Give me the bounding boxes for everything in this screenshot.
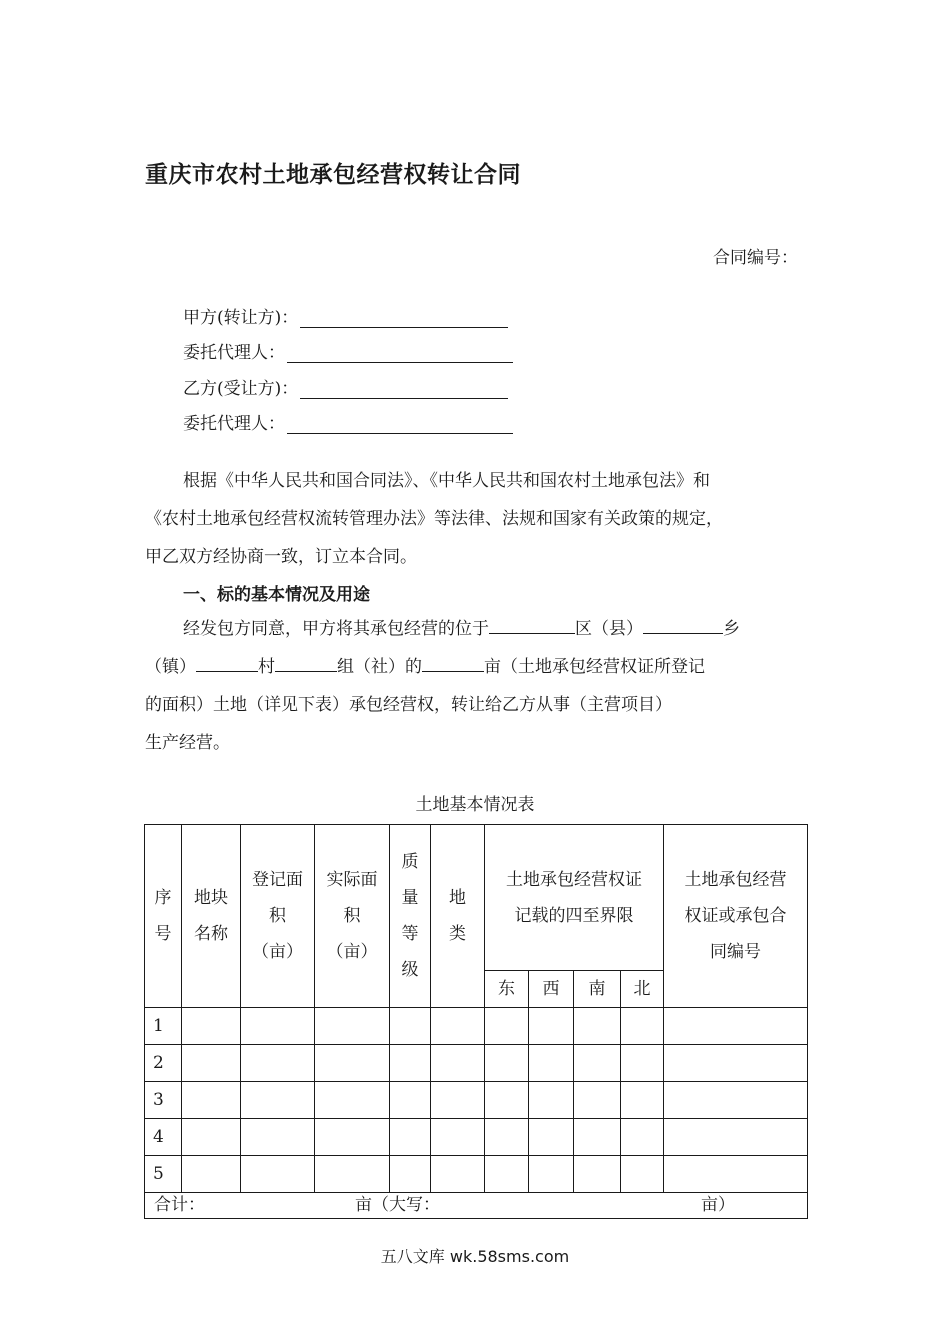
district-blank[interactable]	[489, 613, 575, 634]
section-1-line-3: 的面积）土地（详见下表）承包经营权，转让给乙方从事（主营项目）	[145, 695, 672, 715]
document-title: 重庆市农村土地承包经营权转让合同	[145, 162, 521, 188]
total-row	[145, 1193, 808, 1219]
total-label: 合计：	[154, 1195, 205, 1215]
intro-line-1: 根据《中华人民共和国合同法》、《中华人民共和国农村土地承包法》和	[183, 471, 710, 491]
party-b-agent-row	[183, 408, 513, 434]
header-land-type: 地 类	[431, 825, 485, 1008]
land-info-table	[144, 824, 808, 1219]
total-mid: 亩（大写：	[355, 1195, 440, 1215]
table-row	[145, 1008, 808, 1045]
party-b-row	[183, 373, 508, 399]
party-a-blank[interactable]	[300, 305, 508, 328]
section-1-heading: 一、标的基本情况及用途	[183, 585, 370, 605]
total-cell[interactable]	[145, 1193, 808, 1219]
village-blank[interactable]	[196, 651, 258, 672]
section-1-line-1: 经发包方同意，甲方将其承包经营的位于 区（县） 乡	[145, 610, 805, 648]
table-row	[145, 1119, 808, 1156]
header-west: 西	[529, 971, 574, 1008]
row-number: 4	[145, 1119, 182, 1156]
row-number: 5	[145, 1156, 182, 1193]
header-actual-area: 实际面 积 （亩）	[315, 825, 390, 1008]
party-b-blank[interactable]	[300, 376, 508, 399]
party-a-agent-blank[interactable]	[287, 340, 513, 363]
intro-line-3: 甲乙双方经协商一致，订立本合同。	[145, 547, 417, 567]
row-number: 3	[145, 1082, 182, 1119]
party-b-agent-label: 委托代理人：	[183, 414, 285, 434]
intro-line-2: 《农村土地承包经营权流转管理办法》等法律、法规和国家有关政策的规定，	[145, 509, 723, 529]
section-1-line-4: 生产经营。	[145, 733, 230, 753]
table-row	[145, 1082, 808, 1119]
header-south: 南	[574, 971, 621, 1008]
header-seq: 序 号	[145, 825, 182, 1008]
township-blank[interactable]	[643, 613, 723, 634]
section-1-line-2: （镇） 村 组（社）的 亩（土地承包经营权证所登记	[145, 648, 805, 686]
area-blank[interactable]	[422, 651, 484, 672]
header-boundary: 土地承包经营权证 记载的四至界限	[485, 825, 664, 971]
party-b-agent-blank[interactable]	[287, 411, 513, 434]
section-1-paragraph	[145, 610, 805, 762]
header-plot-name: 地块 名称	[182, 825, 241, 1008]
party-a-label: 甲方(转让方)：	[183, 308, 299, 328]
total-end: 亩）	[701, 1195, 735, 1215]
table-title: 土地基本情况表	[415, 795, 535, 815]
party-a-row	[183, 302, 508, 328]
table-row	[145, 1045, 808, 1082]
header-registered-area: 登记面 积 （亩）	[241, 825, 315, 1008]
header-certificate-number: 土地承包经营 权证或承包合 同编号	[664, 825, 808, 1008]
party-a-agent-label: 委托代理人：	[183, 343, 285, 363]
row-number: 1	[145, 1008, 182, 1045]
footer-watermark: 五八文库 wk.58sms.com	[380, 1247, 570, 1266]
group-blank[interactable]	[275, 651, 337, 672]
party-b-label: 乙方(受让方)：	[183, 379, 299, 399]
party-a-agent-row	[183, 337, 513, 363]
row-number: 2	[145, 1045, 182, 1082]
header-north: 北	[621, 971, 664, 1008]
header-east: 东	[485, 971, 529, 1008]
intro-paragraph	[145, 462, 805, 576]
header-quality-grade: 质 量 等 级	[390, 825, 431, 1008]
contract-number-label: 合同编号：	[713, 248, 798, 268]
